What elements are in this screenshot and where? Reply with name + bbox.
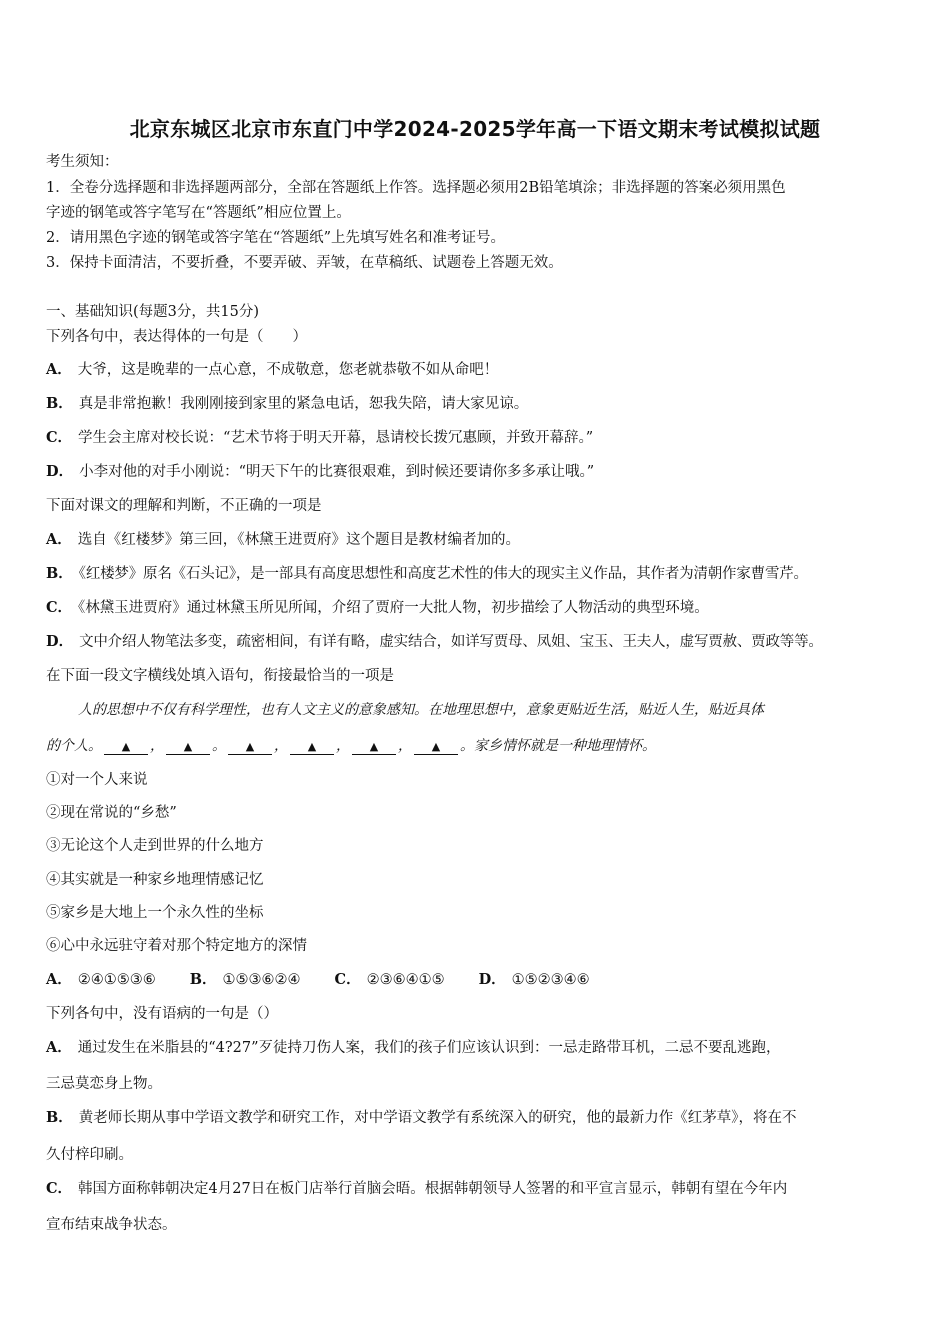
- answer-blank: ▲: [414, 740, 458, 755]
- choice-label: D．: [478, 971, 506, 988]
- passage-line: 人的思想中不仅有科学理性，也有人文主义的意象感知。在地理思想中，意象更贴近生活，贴近人生，贴近具体: [78, 702, 764, 718]
- option-text: 通过发生在米脂县的“4?27”歹徒持刀伤人案，我们的孩子们应该认识到：一忌走路带耳机，二忌不要乱逃跑，: [77, 1040, 781, 1056]
- option-text: 小李对他的对手小刚说：“明天下午的比赛很艰难，到时候还要请你多多承让哦。”: [79, 464, 595, 480]
- notice-heading-text: 考生须知：: [46, 154, 119, 170]
- option-label: B．: [46, 1109, 73, 1126]
- choice-text: ①⑤③⑥②④: [222, 972, 301, 988]
- option-label: A．: [46, 361, 72, 378]
- notice-heading: [46, 152, 119, 172]
- sentence-item: ③无论这个人走到世界的什么地方: [46, 838, 264, 854]
- choice-d: [479, 970, 590, 990]
- option-c: [46, 598, 709, 618]
- choice-label: C．: [334, 971, 361, 988]
- option-text: 黄老师长期从事中学语文教学和研究工作，对中学语文教学有系统深入的研究，他的最新力作《红茅草》，将在不: [78, 1110, 797, 1126]
- option-a: [46, 360, 498, 380]
- option-continuation: 三忌莫恋身上物。: [46, 1076, 162, 1092]
- option-label: B．: [46, 395, 73, 412]
- option-d: [46, 462, 594, 482]
- option-a: [46, 530, 520, 550]
- option-label: C．: [46, 599, 73, 616]
- sentence-item: ④其实就是一种家乡地理情感记忆: [46, 872, 264, 888]
- sentence-item: ②现在常说的“乡愁”: [46, 805, 177, 821]
- option-label: C．: [46, 429, 73, 446]
- option-continuation: 久付梓印刷。: [46, 1147, 133, 1163]
- choice-text: ②④①⑤③⑥: [77, 972, 156, 988]
- sentence-item: ①对一个人来说: [46, 772, 148, 788]
- choice-a: [46, 970, 156, 990]
- answer-blank: ▲: [352, 740, 396, 755]
- option-text: 学生会主席对校长说：“艺术节将于明天开幕，恳请校长拨冗惠顾，并致开幕辞。”: [78, 430, 594, 446]
- notice-item: 3．保持卡面清洁，不要折叠，不要弄破、弄皱，在草稿纸、试题卷上答题无效。: [46, 255, 563, 271]
- option-text: 真是非常抱歉！我刚刚接到家里的紧急电话，恕我失陪，请大家见谅。: [78, 396, 529, 412]
- option-c: [46, 1179, 787, 1199]
- choice-b: [190, 970, 301, 990]
- option-text: 韩国方面称韩朝决定4月27日在板门店举行首脑会晤。根据韩朝领导人签署的和平宣言显示，韩朝有望在今年内: [78, 1181, 788, 1197]
- option-label: C．: [46, 1180, 73, 1197]
- choice-label: A．: [46, 971, 72, 988]
- option-continuation: 宣布结束战争状态。: [46, 1217, 177, 1233]
- answer-blank: ▲: [104, 740, 148, 755]
- option-b: [46, 564, 808, 584]
- question-stem: 下面对课文的理解和判断，不正确的一项是: [46, 498, 322, 514]
- section-heading: 一、基础知识(每题3分，共15分): [46, 304, 259, 320]
- option-a: [46, 1038, 781, 1058]
- option-label: B．: [46, 565, 73, 582]
- answer-blank: ▲: [166, 740, 210, 755]
- page-title: 北京东城区北京市东直门中学2024-2025学年高一下语文期末考试模拟试题: [129, 117, 821, 141]
- option-label: A．: [46, 531, 72, 548]
- answer-blank: ▲: [290, 740, 334, 755]
- sentence-item: ⑥心中永远驻守着对那个特定地方的深情: [46, 938, 307, 954]
- option-text: 选自《红楼梦》第三回，《林黛王进贾府》这个题目是教材编者加的。: [77, 532, 521, 548]
- choice-label: B．: [189, 971, 217, 988]
- choice-row: [46, 970, 624, 990]
- option-label: D．: [46, 463, 74, 480]
- answer-blank: ▲: [228, 740, 272, 755]
- option-text: 《林黛玉进贾府》通过林黛玉所见所闻，介绍了贾府一大批人物，初步描绘了人物活动的典型环境。: [78, 600, 709, 616]
- option-b: [46, 394, 528, 414]
- option-d: [46, 632, 823, 652]
- option-text: 大爷，这是晚辈的一点心意，不成敬意，您老就恭敬不如从命吧！: [77, 362, 499, 378]
- notice-item: 1．全卷分选择题和非选择题两部分，全部在答题纸上作答。选择题必须用2B铅笔填涂；非选择题的答案必须用黑色: [46, 180, 786, 196]
- passage-line-blanks: 的个人。 ▲ ， ▲ 。 ▲ ， ▲ ， ▲ ， ▲ 。家乡情怀就是一种地理情怀。: [46, 738, 656, 754]
- option-label: A．: [46, 1039, 72, 1056]
- choice-text: ②③⑥④①⑤: [366, 972, 445, 988]
- option-c: [46, 428, 593, 448]
- option-text: 文中介绍人物笔法多变，疏密相间，有详有略，虚实结合，如详写贾母、凤姐、宝玉、王夫人，虚写贾赦、贾政等等。: [79, 634, 823, 650]
- option-label: D．: [46, 633, 74, 650]
- question-stem: 在下面一段文字横线处填入语句，衔接最恰当的一项是: [46, 668, 394, 684]
- question-stem: 下列各句中，表达得体的一句是（ ）: [46, 329, 307, 345]
- choice-text: ①⑤②③④⑥: [511, 972, 590, 988]
- choice-c: [335, 970, 445, 990]
- notice-item: 字迹的钢笔或答字笔写在“答题纸”相应位置上。: [46, 205, 351, 221]
- option-b: [46, 1108, 797, 1128]
- notice-item: 2．请用黑色字迹的钢笔或答字笔在“答题纸”上先填写姓名和准考证号。: [46, 230, 506, 246]
- option-text: 《红楼梦》原名《石头记》，是一部具有高度思想性和高度艺术性的伟大的现实主义作品，其作者为清朝作家曹雪芹。: [78, 566, 808, 582]
- question-stem: 下列各句中，没有语病的一句是（）: [46, 1006, 278, 1022]
- passage-prefix: 的个人。: [46, 738, 102, 754]
- passage-suffix: 。家乡情怀就是一种地理情怀。: [460, 738, 656, 754]
- sentence-item: ⑤家乡是大地上一个永久性的坐标: [46, 905, 264, 921]
